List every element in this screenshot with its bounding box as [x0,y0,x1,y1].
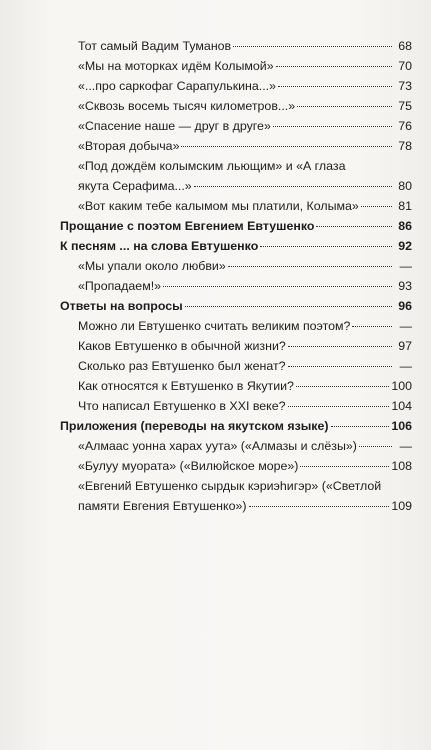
toc-entry [60,136,412,156]
page-number: 100 [391,379,412,393]
page-number: 97 [398,339,412,353]
page-number: — [399,319,412,333]
toc-row [78,436,412,456]
toc-entry-title: «Евгений Евтушенко сырдык кэриэһигэр» («Светлой [78,479,382,493]
dot-leader [288,346,392,347]
toc-entry-title: «Мы упали около любви» [78,259,226,273]
toc-entry-title: «Мы на моторках идём Колымой» [78,59,274,73]
dot-leader [228,266,392,267]
page-number: — [399,359,412,373]
toc-entry-title: Можно ли Евтушенко считать великим поэтом? [78,319,351,333]
page-number: 93 [398,279,412,293]
toc-entry-title: Как относятся к Евтушенко в Якутии? [78,379,294,393]
toc-entry-title: «Вторая добыча» [78,139,180,153]
toc-entry-title: «Алмаас уонна харах уута» («Алмазы и слёзы») [78,439,357,453]
toc-row [78,336,412,356]
toc-entry [60,96,412,116]
dot-leader [296,386,389,387]
table-of-contents [60,36,412,516]
dot-leader [194,186,392,187]
toc-row [78,76,412,96]
toc-entry [60,76,412,96]
toc-row [78,96,412,116]
toc-row [78,176,412,196]
toc-row [78,356,412,376]
page-number: 80 [398,179,412,193]
dot-leader [185,306,392,307]
page-number: 109 [391,499,412,513]
toc-section [60,216,412,236]
dot-leader [352,326,392,327]
toc-entry-title: «Булуу муората» («Вилюйское море») [78,459,299,473]
toc-row [60,216,412,236]
toc-entry-title: «Вот каким тебе калымом мы платили, Колыма» [78,199,359,213]
dot-leader [278,86,392,87]
toc-entry [60,156,412,196]
toc-entry-title: Приложения (переводы на якутском языке) [60,419,329,433]
toc-entry-title: Ответы на вопросы [60,299,183,313]
page-number: 78 [398,139,412,153]
toc-section [60,296,412,316]
toc-row [78,276,412,296]
dot-leader [276,66,392,67]
page-number: 86 [398,219,412,233]
toc-row [78,376,412,396]
toc-row [78,256,412,276]
page-number: 75 [398,99,412,113]
page-number: 96 [398,299,412,313]
toc-entry-title: К песням ... на слова Евтушенко [60,239,259,253]
page-number: — [399,259,412,273]
dot-leader [300,466,389,467]
toc-entry [60,356,412,376]
toc-row [78,196,412,216]
page-number: 104 [391,399,412,413]
toc-row [78,316,412,336]
toc-entry-title-continued: якута Серафима...» [78,179,192,193]
toc-entry [60,336,412,356]
toc-row [78,396,412,416]
toc-entry-title: «Спасение наше — друг в друге» [78,119,271,133]
dot-leader [297,106,392,107]
toc-row [78,456,412,476]
toc-entry [60,276,412,296]
dot-leader [361,206,392,207]
toc-entry-title: «Под дождём колымским льющим» и «А глаза [78,159,346,173]
dot-leader [249,506,390,507]
page-number: 73 [398,79,412,93]
toc-entry [60,396,412,416]
dot-leader [260,246,392,247]
page-number: — [399,439,412,453]
toc-entry [60,476,412,516]
dot-leader [181,146,392,147]
toc-row [60,416,412,436]
toc-entry-title: «...про саркофаг Сарапулькина...» [78,79,277,93]
dot-leader [273,126,392,127]
toc-entry-title: Прощание с поэтом Евгением Евтушенко [60,219,315,233]
toc-entry-title: «Пропадаем!» [78,279,162,293]
toc-row [78,56,412,76]
toc-entry-title: Что написал Евтушенко в XXI веке? [78,399,286,413]
dot-leader [288,406,390,407]
toc-entry [60,196,412,216]
toc-entry [60,256,412,276]
toc-row [78,36,412,56]
toc-entry [60,436,412,456]
toc-section [60,236,412,256]
toc-entry [60,316,412,336]
toc-row [78,496,412,516]
page-number: 68 [398,39,412,53]
page-number: 92 [398,239,412,253]
toc-entry [60,56,412,76]
toc-entry-title: «Сквозь восемь тысяч километров...» [78,99,296,113]
dot-leader [163,286,392,287]
toc-entry-title-continued: памяти Евгения Евтушенко») [78,499,247,513]
toc-row [60,236,412,256]
toc-entry-title: Каков Евтушенко в обычной жизни? [78,339,286,353]
page-number: 76 [398,119,412,133]
page-number: 106 [391,419,412,433]
toc-entry [60,376,412,396]
page-number: 108 [391,459,412,473]
toc-row [78,116,412,136]
toc-entry-title: Сколько раз Евтушенко был женат? [78,359,286,373]
toc-entry [60,456,412,476]
dot-leader [288,366,392,367]
toc-entry [60,116,412,136]
toc-row [78,136,412,156]
toc-row [60,296,412,316]
page-number: 70 [398,59,412,73]
dot-leader [331,426,390,427]
toc-entry [60,36,412,56]
page-number: 81 [398,199,412,213]
toc-section [60,416,412,436]
dot-leader [233,46,392,47]
dot-leader [359,446,392,447]
toc-entry-title: Тот самый Вадим Туманов [78,39,232,53]
dot-leader [316,226,392,227]
